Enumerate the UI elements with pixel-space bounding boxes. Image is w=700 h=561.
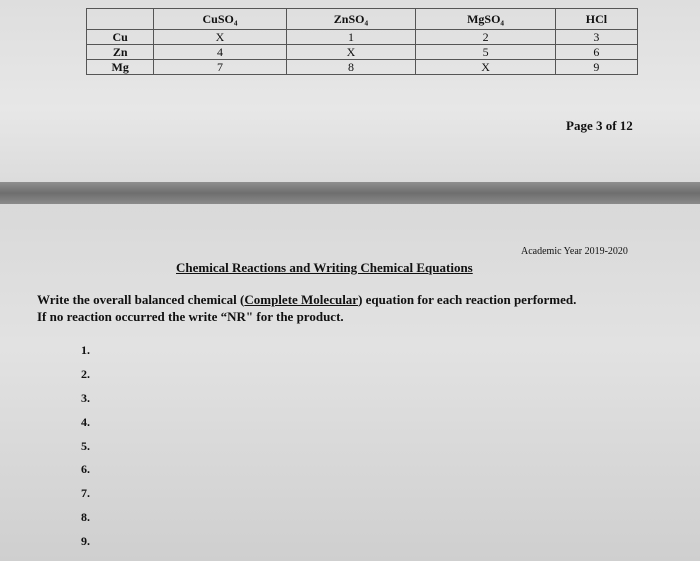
table-header-cell: HCl (555, 9, 637, 30)
table-header-cell (87, 9, 154, 30)
table-cell: 3 (555, 30, 637, 45)
table-cell: X (286, 45, 416, 60)
page-number: Page 3 of 12 (566, 118, 633, 133)
row-label: Zn (87, 45, 154, 60)
answer-number: 3. (81, 391, 90, 405)
table-cell: 6 (555, 45, 637, 60)
table-header-cell: CuSO₄ (154, 9, 286, 30)
table-cell: 2 (416, 30, 555, 45)
instruction-text: ) equation for each reaction performed. (358, 292, 577, 307)
answer-number: 1. (81, 343, 90, 357)
academic-year: Academic Year 2019-2020 (521, 246, 628, 257)
table-cell: 4 (154, 45, 286, 60)
table-cell: 1 (286, 30, 416, 45)
instruction-emphasis: Complete Molecular (244, 292, 359, 307)
table-header-cell: ZnSO₄ (286, 9, 416, 30)
table-cell: X (154, 30, 286, 45)
answer-number: 9. (81, 534, 90, 548)
row-label: Cu (87, 30, 154, 45)
answer-number: 8. (81, 510, 90, 524)
table-cell: 9 (555, 60, 637, 75)
answer-number: 2. (81, 367, 90, 381)
current-page (0, 204, 700, 561)
answer-number: 4. (81, 415, 90, 429)
table-row (87, 30, 638, 45)
section-title: Chemical Reactions and Writing Chemical Equations (176, 260, 473, 275)
table-row (87, 45, 638, 60)
row-label: Mg (87, 60, 154, 75)
instruction-text: Write the overall balanced chemical ( (37, 292, 245, 307)
answer-number: 5. (81, 439, 90, 453)
instruction-line-1 (37, 292, 576, 308)
answer-number: 6. (81, 462, 90, 476)
table-cell: 8 (286, 60, 416, 75)
table-cell: 5 (416, 45, 555, 60)
instruction-line-2: If no reaction occurred the write “NR" for the product. (37, 309, 344, 324)
table-header-row (87, 9, 638, 30)
page-gap (0, 182, 700, 204)
reaction-table (86, 8, 638, 75)
table-cell: 7 (154, 60, 286, 75)
table-row (87, 60, 638, 75)
table-header-cell: MgSO₄ (416, 9, 555, 30)
table-cell: X (416, 60, 555, 75)
answer-number: 7. (81, 486, 90, 500)
